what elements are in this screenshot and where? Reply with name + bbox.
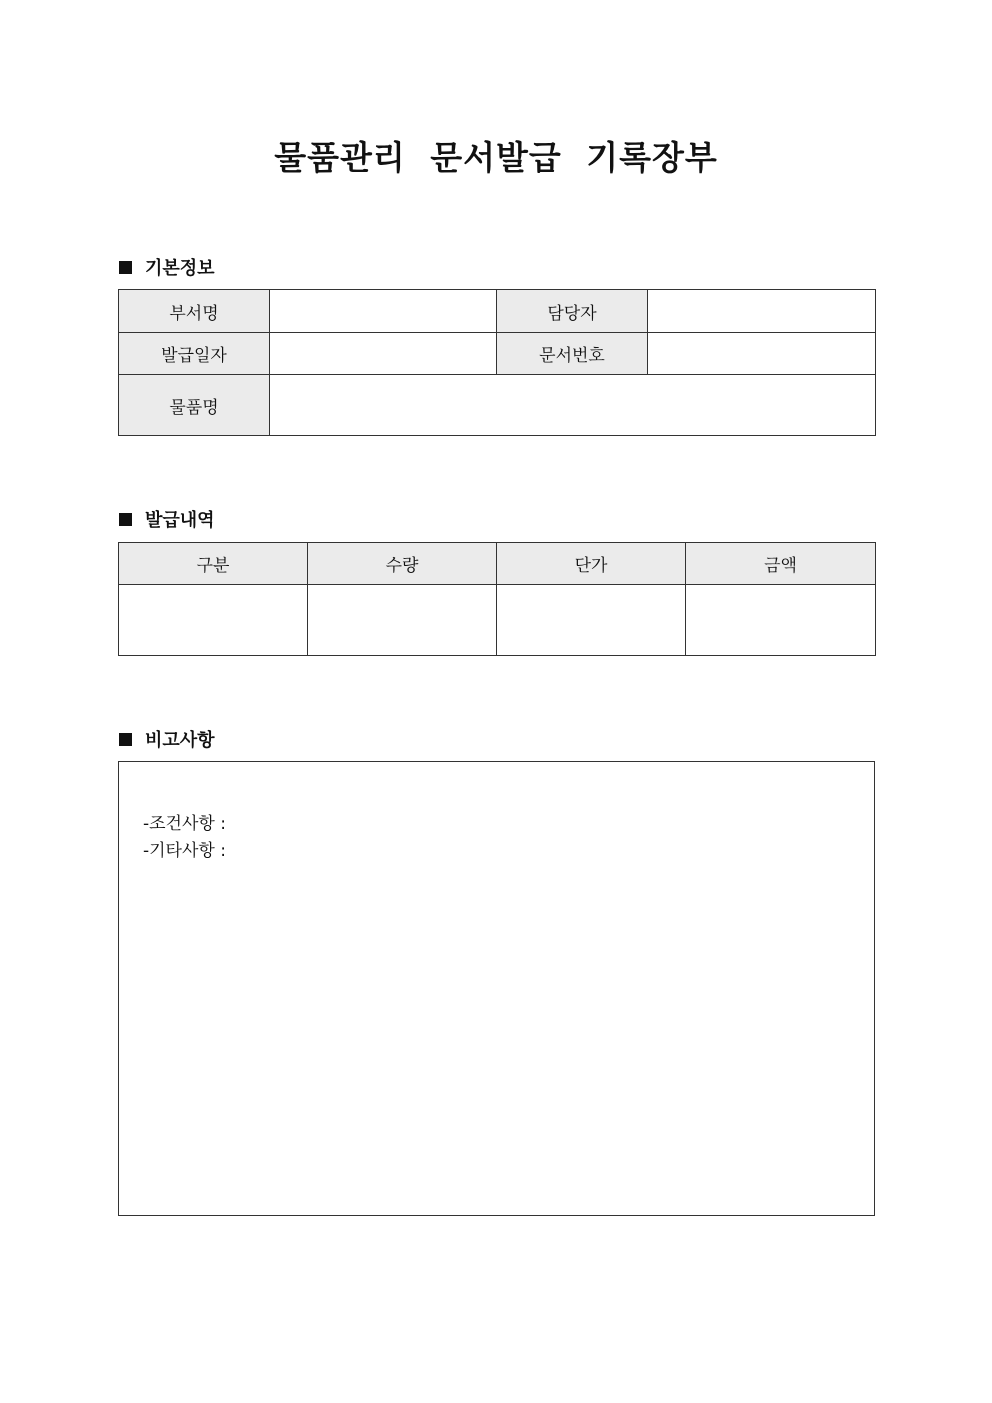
issue-date-label: 발급일자 (119, 333, 270, 375)
section-title: 기본정보 (145, 258, 215, 279)
manager-label: 담당자 (497, 290, 648, 333)
amount-cell[interactable] (686, 585, 876, 656)
dept-field[interactable] (270, 290, 497, 333)
square-bullet-icon (119, 733, 132, 746)
doc-number-label: 문서번호 (497, 333, 648, 375)
section-heading-remarks (119, 726, 215, 752)
section-title: 비고사항 (145, 730, 215, 751)
category-cell[interactable] (119, 585, 308, 656)
square-bullet-icon (119, 513, 132, 526)
square-bullet-icon (119, 261, 132, 274)
document-title: 물품관리 문서발급 기록장부 (274, 138, 718, 177)
item-name-label: 물품명 (119, 375, 270, 436)
item-name-field[interactable] (270, 375, 876, 436)
issue-date-field[interactable] (270, 333, 497, 375)
basic-info-table (118, 289, 876, 436)
remarks-box[interactable] (118, 761, 875, 1216)
issue-details-table (118, 542, 876, 656)
manager-field[interactable] (648, 290, 876, 333)
dept-label: 부서명 (119, 290, 270, 333)
section-heading-basic-info (119, 254, 215, 280)
others-line: -기타사항 : (143, 841, 226, 861)
header-amount: 금액 (686, 543, 876, 585)
section-heading-issue-details (119, 506, 215, 532)
unit-price-cell[interactable] (497, 585, 686, 656)
conditions-line: -조건사항 : (143, 814, 226, 834)
header-quantity: 수량 (308, 543, 497, 585)
quantity-cell[interactable] (308, 585, 497, 656)
header-category: 구분 (119, 543, 308, 585)
section-title: 발급내역 (145, 510, 215, 531)
header-unit-price: 단가 (497, 543, 686, 585)
doc-number-field[interactable] (648, 333, 876, 375)
